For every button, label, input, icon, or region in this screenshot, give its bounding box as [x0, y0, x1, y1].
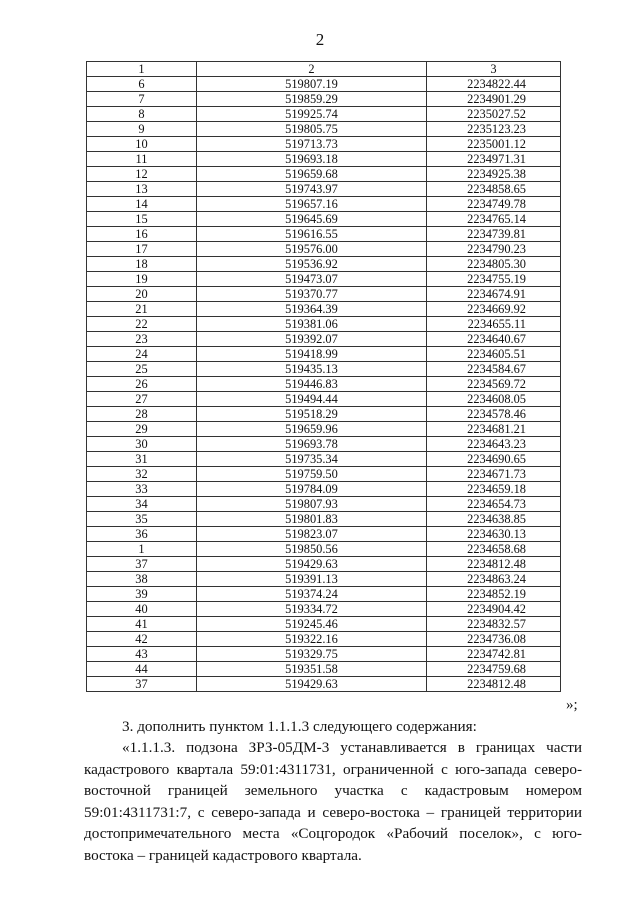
page-number: 2: [315, 30, 325, 49]
point-number-cell: 22: [87, 317, 197, 332]
table-row: [87, 527, 561, 542]
point-number-cell: 17: [87, 242, 197, 257]
point-number-cell: 44: [87, 662, 197, 677]
y-coordinate-cell: 2234822.44: [427, 77, 561, 92]
y-coordinate-cell: 2234971.31: [427, 152, 561, 167]
point-number-cell: 18: [87, 257, 197, 272]
x-coordinate-cell: 519364.39: [197, 302, 427, 317]
y-coordinate-cell: 2234759.68: [427, 662, 561, 677]
x-coordinate-cell: 519850.56: [197, 542, 427, 557]
point-number-cell: 36: [87, 527, 197, 542]
point-number-cell: 23: [87, 332, 197, 347]
y-coordinate-cell: 2234925.38: [427, 167, 561, 182]
point-number-cell: 20: [87, 287, 197, 302]
x-coordinate-cell: 519329.75: [197, 647, 427, 662]
table-row: [87, 662, 561, 677]
table-row: [87, 422, 561, 437]
point-number-cell: 42: [87, 632, 197, 647]
point-number-cell: 14: [87, 197, 197, 212]
table-row: [87, 437, 561, 452]
x-coordinate-cell: 519693.78: [197, 437, 427, 452]
table-row: [87, 557, 561, 572]
table-row: [87, 152, 561, 167]
y-coordinate-cell: 2234669.92: [427, 302, 561, 317]
x-coordinate-cell: 519659.96: [197, 422, 427, 437]
x-coordinate-cell: 519713.73: [197, 137, 427, 152]
x-coordinate-cell: 519576.00: [197, 242, 427, 257]
y-coordinate-cell: 2234690.65: [427, 452, 561, 467]
y-coordinate-cell: 2235123.23: [427, 122, 561, 137]
y-coordinate-cell: 2234674.91: [427, 287, 561, 302]
x-coordinate-cell: 519391.13: [197, 572, 427, 587]
x-coordinate-cell: 519743.97: [197, 182, 427, 197]
table-row: [87, 512, 561, 527]
x-coordinate-cell: 519616.55: [197, 227, 427, 242]
header-cell: 1: [87, 62, 197, 77]
y-coordinate-cell: 2234638.85: [427, 512, 561, 527]
point-number-cell: 15: [87, 212, 197, 227]
x-coordinate-cell: 519494.44: [197, 392, 427, 407]
point-number-cell: 24: [87, 347, 197, 362]
x-coordinate-cell: 519429.63: [197, 557, 427, 572]
x-coordinate-cell: 519536.92: [197, 257, 427, 272]
y-coordinate-cell: 2234790.23: [427, 242, 561, 257]
x-coordinate-cell: 519429.63: [197, 677, 427, 692]
y-coordinate-cell: 2234749.78: [427, 197, 561, 212]
y-coordinate-cell: 2234863.24: [427, 572, 561, 587]
table-row: [87, 332, 561, 347]
table-row: [87, 302, 561, 317]
y-coordinate-cell: 2235027.52: [427, 107, 561, 122]
point-number-cell: 37: [87, 677, 197, 692]
point-number-cell: 29: [87, 422, 197, 437]
point-number-cell: 32: [87, 467, 197, 482]
point-number-cell: 16: [87, 227, 197, 242]
x-coordinate-cell: 519925.74: [197, 107, 427, 122]
x-coordinate-cell: 519645.69: [197, 212, 427, 227]
point-number-cell: 40: [87, 602, 197, 617]
closing-quote-mark: »;: [566, 697, 578, 713]
point-number-cell: 33: [87, 482, 197, 497]
point-number-cell: 10: [87, 137, 197, 152]
table-row: [87, 392, 561, 407]
table-row: [87, 647, 561, 662]
table-row: [87, 242, 561, 257]
y-coordinate-cell: 2234630.13: [427, 527, 561, 542]
table-row: [87, 287, 561, 302]
x-coordinate-cell: 519374.24: [197, 587, 427, 602]
y-coordinate-cell: 2234858.65: [427, 182, 561, 197]
table-row: [87, 587, 561, 602]
y-coordinate-cell: 2234681.21: [427, 422, 561, 437]
table-row: [87, 122, 561, 137]
x-coordinate-cell: 519859.29: [197, 92, 427, 107]
point-number-cell: 43: [87, 647, 197, 662]
point-number-cell: 39: [87, 587, 197, 602]
x-coordinate-cell: 519659.68: [197, 167, 427, 182]
y-coordinate-cell: 2234654.73: [427, 497, 561, 512]
x-coordinate-cell: 519657.16: [197, 197, 427, 212]
point-number-cell: 38: [87, 572, 197, 587]
x-coordinate-cell: 519784.09: [197, 482, 427, 497]
table-row: [87, 347, 561, 362]
table-row: [87, 632, 561, 647]
y-coordinate-cell: 2235001.12: [427, 137, 561, 152]
table-row: [87, 317, 561, 332]
x-coordinate-cell: 519418.99: [197, 347, 427, 362]
x-coordinate-cell: 519381.06: [197, 317, 427, 332]
y-coordinate-cell: 2234805.30: [427, 257, 561, 272]
table-row: [87, 497, 561, 512]
x-coordinate-cell: 519805.75: [197, 122, 427, 137]
x-coordinate-cell: 519759.50: [197, 467, 427, 482]
x-coordinate-cell: 519245.46: [197, 617, 427, 632]
point-number-cell: 1: [87, 542, 197, 557]
point-number-cell: 34: [87, 497, 197, 512]
table-row: [87, 542, 561, 557]
x-coordinate-cell: 519322.16: [197, 632, 427, 647]
point-number-cell: 41: [87, 617, 197, 632]
table-row: [87, 107, 561, 122]
point-number-cell: 37: [87, 557, 197, 572]
point-number-cell: 12: [87, 167, 197, 182]
point-number-cell: 8: [87, 107, 197, 122]
y-coordinate-cell: 2234739.81: [427, 227, 561, 242]
x-coordinate-cell: 519801.83: [197, 512, 427, 527]
x-coordinate-cell: 519446.83: [197, 377, 427, 392]
x-coordinate-cell: 519693.18: [197, 152, 427, 167]
table-row: [87, 482, 561, 497]
y-coordinate-cell: 2234584.67: [427, 362, 561, 377]
header-cell: 2: [197, 62, 427, 77]
table-row: [87, 212, 561, 227]
table-row: [87, 572, 561, 587]
table-row: [87, 407, 561, 422]
point-number-cell: 27: [87, 392, 197, 407]
coordinates-table: [86, 61, 561, 692]
x-coordinate-cell: 519473.07: [197, 272, 427, 287]
point-number-cell: 13: [87, 182, 197, 197]
x-coordinate-cell: 519392.07: [197, 332, 427, 347]
x-coordinate-cell: 519435.13: [197, 362, 427, 377]
table-row: [87, 272, 561, 287]
y-coordinate-cell: 2234658.68: [427, 542, 561, 557]
table-row: [87, 602, 561, 617]
x-coordinate-cell: 519518.29: [197, 407, 427, 422]
y-coordinate-cell: 2234755.19: [427, 272, 561, 287]
table-row: [87, 452, 561, 467]
x-coordinate-cell: 519735.34: [197, 452, 427, 467]
table-row: [87, 617, 561, 632]
x-coordinate-cell: 519334.72: [197, 602, 427, 617]
y-coordinate-cell: 2234736.08: [427, 632, 561, 647]
y-coordinate-cell: 2234901.29: [427, 92, 561, 107]
y-coordinate-cell: 2234605.51: [427, 347, 561, 362]
point-number-cell: 6: [87, 77, 197, 92]
y-coordinate-cell: 2234659.18: [427, 482, 561, 497]
point-number-cell: 31: [87, 452, 197, 467]
point-number-cell: 25: [87, 362, 197, 377]
y-coordinate-cell: 2234578.46: [427, 407, 561, 422]
x-coordinate-cell: 519351.58: [197, 662, 427, 677]
table-row: [87, 362, 561, 377]
table-row: [87, 182, 561, 197]
y-coordinate-cell: 2234765.14: [427, 212, 561, 227]
y-coordinate-cell: 2234904.42: [427, 602, 561, 617]
y-coordinate-cell: 2234569.72: [427, 377, 561, 392]
x-coordinate-cell: 519823.07: [197, 527, 427, 542]
y-coordinate-cell: 2234643.23: [427, 437, 561, 452]
point-number-cell: 9: [87, 122, 197, 137]
point-number-cell: 28: [87, 407, 197, 422]
y-coordinate-cell: 2234832.57: [427, 617, 561, 632]
y-coordinate-cell: 2234671.73: [427, 467, 561, 482]
x-coordinate-cell: 519807.19: [197, 77, 427, 92]
point-number-cell: 11: [87, 152, 197, 167]
table-row: [87, 377, 561, 392]
point-number-cell: 7: [87, 92, 197, 107]
y-coordinate-cell: 2234852.19: [427, 587, 561, 602]
table-header-row: [87, 62, 561, 77]
header-cell: 3: [427, 62, 561, 77]
amendment-intro-paragraph: 3. дополнить пунктом 1.1.1.3 следующего содержания:: [122, 718, 477, 735]
subzone-description-paragraph: «1.1.1.3. подзона ЗРЗ-05ДМ-3 устанавливается в границах части кадастрового квартала 59:01:4311731, ограниченной с юго-запада северо-восточной границей земельного участка с кадастровым номером 59:01:4311731:7, с северо-запада и северо-востока – границей территории достопримечательного места «Соцгородок «Рабочий поселок», с юго-востока – границей кадастрового квартала.: [84, 739, 582, 864]
table-row: [87, 92, 561, 107]
point-number-cell: 35: [87, 512, 197, 527]
table-row: [87, 257, 561, 272]
table-row: [87, 77, 561, 92]
y-coordinate-cell: 2234608.05: [427, 392, 561, 407]
y-coordinate-cell: 2234655.11: [427, 317, 561, 332]
table-row: [87, 197, 561, 212]
table-row: [87, 167, 561, 182]
y-coordinate-cell: 2234812.48: [427, 557, 561, 572]
point-number-cell: 19: [87, 272, 197, 287]
y-coordinate-cell: 2234742.81: [427, 647, 561, 662]
y-coordinate-cell: 2234640.67: [427, 332, 561, 347]
x-coordinate-cell: 519370.77: [197, 287, 427, 302]
table-row: [87, 227, 561, 242]
point-number-cell: 26: [87, 377, 197, 392]
point-number-cell: 21: [87, 302, 197, 317]
table-row: [87, 467, 561, 482]
point-number-cell: 30: [87, 437, 197, 452]
x-coordinate-cell: 519807.93: [197, 497, 427, 512]
table-row: [87, 137, 561, 152]
table-row: [87, 677, 561, 692]
y-coordinate-cell: 2234812.48: [427, 677, 561, 692]
